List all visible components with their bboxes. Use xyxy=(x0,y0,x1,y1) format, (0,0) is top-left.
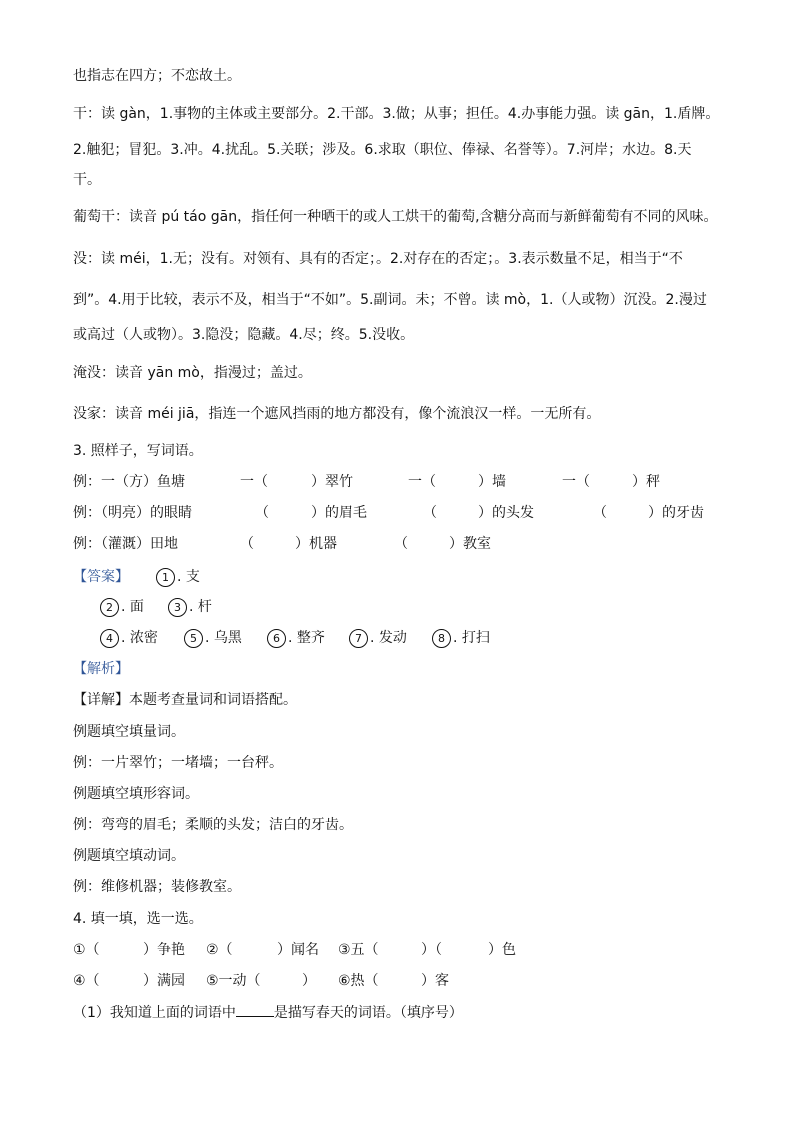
answer-text: 支 xyxy=(185,569,200,585)
text-line: 也指志在四方；不恋故土。 xyxy=(73,68,241,84)
fill-blank-cell: ）（ xyxy=(421,942,442,958)
sub-question-text: （1）我知道上面的词语中 xyxy=(73,1005,236,1021)
example-cell: （ xyxy=(423,505,437,521)
analysis-line: 例：维修机器；装修教室。 xyxy=(73,879,241,895)
definition-gan-line-3: 干。 xyxy=(73,172,101,188)
example-cell: （ xyxy=(593,505,607,521)
answer-item: 5 . 乌黑 xyxy=(184,628,242,648)
answer-number: 3 xyxy=(168,598,187,617)
fill-blank-cell: ）满园 xyxy=(143,973,185,989)
example-cell: 一（ xyxy=(408,474,436,490)
answer-label: 【答案】 xyxy=(73,569,129,585)
answer-number: 1 xyxy=(156,568,175,587)
definition-yanmo: 淹没：读音 yān mò，指漫过；盖过。 xyxy=(73,365,312,381)
fill-blank-cell: ①（ xyxy=(73,942,100,958)
fill-blank-cell: ③五（ xyxy=(338,942,379,958)
analysis-line: 例：一片翠竹；一堵墙；一台秤。 xyxy=(73,755,283,771)
fill-blank-cell: ）客 xyxy=(421,973,449,989)
answer-item: 1 . 支 xyxy=(156,567,200,587)
answer-number: 6 xyxy=(267,629,286,648)
example-cell: ）墙 xyxy=(478,474,506,490)
answer-number: 5 xyxy=(184,629,203,648)
answer-item: 7 . 发动 xyxy=(349,628,407,648)
example-cell: ）的牙齿 xyxy=(648,505,704,521)
example-cell: （ xyxy=(240,536,254,552)
example-cell: ）翠竹 xyxy=(311,474,353,490)
analysis-line: 例题填空填动词。 xyxy=(73,848,185,864)
fill-blank-cell: ⑥热（ xyxy=(338,973,379,989)
analysis-line: 例题填空填形容词。 xyxy=(73,786,199,802)
answer-text: 乌黑 xyxy=(213,630,242,646)
fill-blank-cell: ）争艳 xyxy=(143,942,185,958)
answer-item: 6 . 整齐 xyxy=(267,628,325,648)
answer-text: 打扫 xyxy=(461,630,490,646)
answer-number: 7 xyxy=(349,629,368,648)
answer-blank[interactable] xyxy=(236,1002,274,1017)
example-cell: 一（ xyxy=(240,474,268,490)
example-cell: 例：一（方）鱼塘 xyxy=(73,474,185,490)
fill-blank-cell: ） xyxy=(302,973,316,989)
example-cell: 例：（明亮）的眼睛 xyxy=(73,505,192,521)
fill-blank-cell: ）色 xyxy=(488,942,516,958)
fill-blank-cell: ）闻名 xyxy=(277,942,319,958)
analysis-line: 例题填空填量词。 xyxy=(73,724,185,740)
analysis-label: 【解析】 xyxy=(73,661,129,677)
example-cell: ）的眉毛 xyxy=(311,505,367,521)
answer-text: 发动 xyxy=(378,630,407,646)
example-cell: ）秤 xyxy=(632,474,660,490)
example-cell: ）教室 xyxy=(449,536,491,552)
example-cell: （ xyxy=(394,536,408,552)
definition-meijia: 没家：读音 méi jiā，指连一个遮风挡雨的地方都没有，像个流浪汉一样。一无所有。 xyxy=(73,406,601,422)
definition-gan-line-2: 2.触犯；冒犯。3.冲。4.扰乱。5.关联；涉及。6.求取（职位、俸禄、名誉等）。7.河岸；水边。8.天 xyxy=(73,142,692,158)
definition-mei-line-3: 或高过（人或物）。3.隐没；隐藏。4.尽；终。5.没收。 xyxy=(73,327,415,343)
answer-item: 3 . 杆 xyxy=(168,597,212,617)
definition-gan-line-1 xyxy=(73,104,720,124)
example-cell: ）机器 xyxy=(295,536,337,552)
answer-number: 2 xyxy=(100,598,119,617)
question-4-title: 4. 填一填，选一选。 xyxy=(73,911,203,927)
example-cell: （ xyxy=(255,505,269,521)
text-segment: 干：读 gàn，1.事物的主体或主要部分。2.干部。3.做；从事；担任。4.办事能力强。读 gān，1.盾牌。 xyxy=(73,106,720,122)
fill-blank-cell: ②（ xyxy=(206,942,233,958)
example-cell: 例：（灌溉）田地 xyxy=(73,536,178,552)
answer-item: 4 . 浓密 xyxy=(100,628,158,648)
answer-item: 8 . 打扫 xyxy=(432,628,490,648)
definition-mei-line-2: 到”。4.用于比较，表示不及，相当于“不如”。5.副词。未；不曾。读 mò，1.（人或物）沉没。2.漫过 xyxy=(73,292,707,308)
answer-text: 浓密 xyxy=(129,630,158,646)
answer-number: 4 xyxy=(100,629,119,648)
sub-question-text: 是描写春天的词语。（填序号） xyxy=(273,1005,463,1021)
fill-blank-cell: ④（ xyxy=(73,973,100,989)
answer-number: 8 xyxy=(432,629,451,648)
definition-mei-line-1: 没：读 méi，1.无；没有。对领有、具有的否定；。2.对存在的否定；。3.表示数量不足，相当于“不 xyxy=(73,251,683,267)
analysis-line: 【详解】本题考查量词和词语搭配。 xyxy=(73,692,297,708)
example-cell: 一（ xyxy=(562,474,590,490)
example-cell: ）的头发 xyxy=(478,505,534,521)
analysis-line: 例：弯弯的眉毛；柔顺的头发；洁白的牙齿。 xyxy=(73,817,353,833)
answer-text: 整齐 xyxy=(296,630,325,646)
answer-text: 面 xyxy=(129,599,144,615)
question-4-sub-1 xyxy=(73,1002,463,1023)
answer-text: 杆 xyxy=(197,599,212,615)
question-3-title: 3. 照样子，写词语。 xyxy=(73,443,203,459)
answer-item: 2 . 面 xyxy=(100,597,144,617)
fill-blank-cell: ⑤一动（ xyxy=(206,973,261,989)
definition-putaogan: 葡萄干：读音 pú táo gān，指任何一种晒干的或人工烘干的葡萄,含糖分高而与新鲜葡萄有不同的风味。 xyxy=(73,209,718,225)
